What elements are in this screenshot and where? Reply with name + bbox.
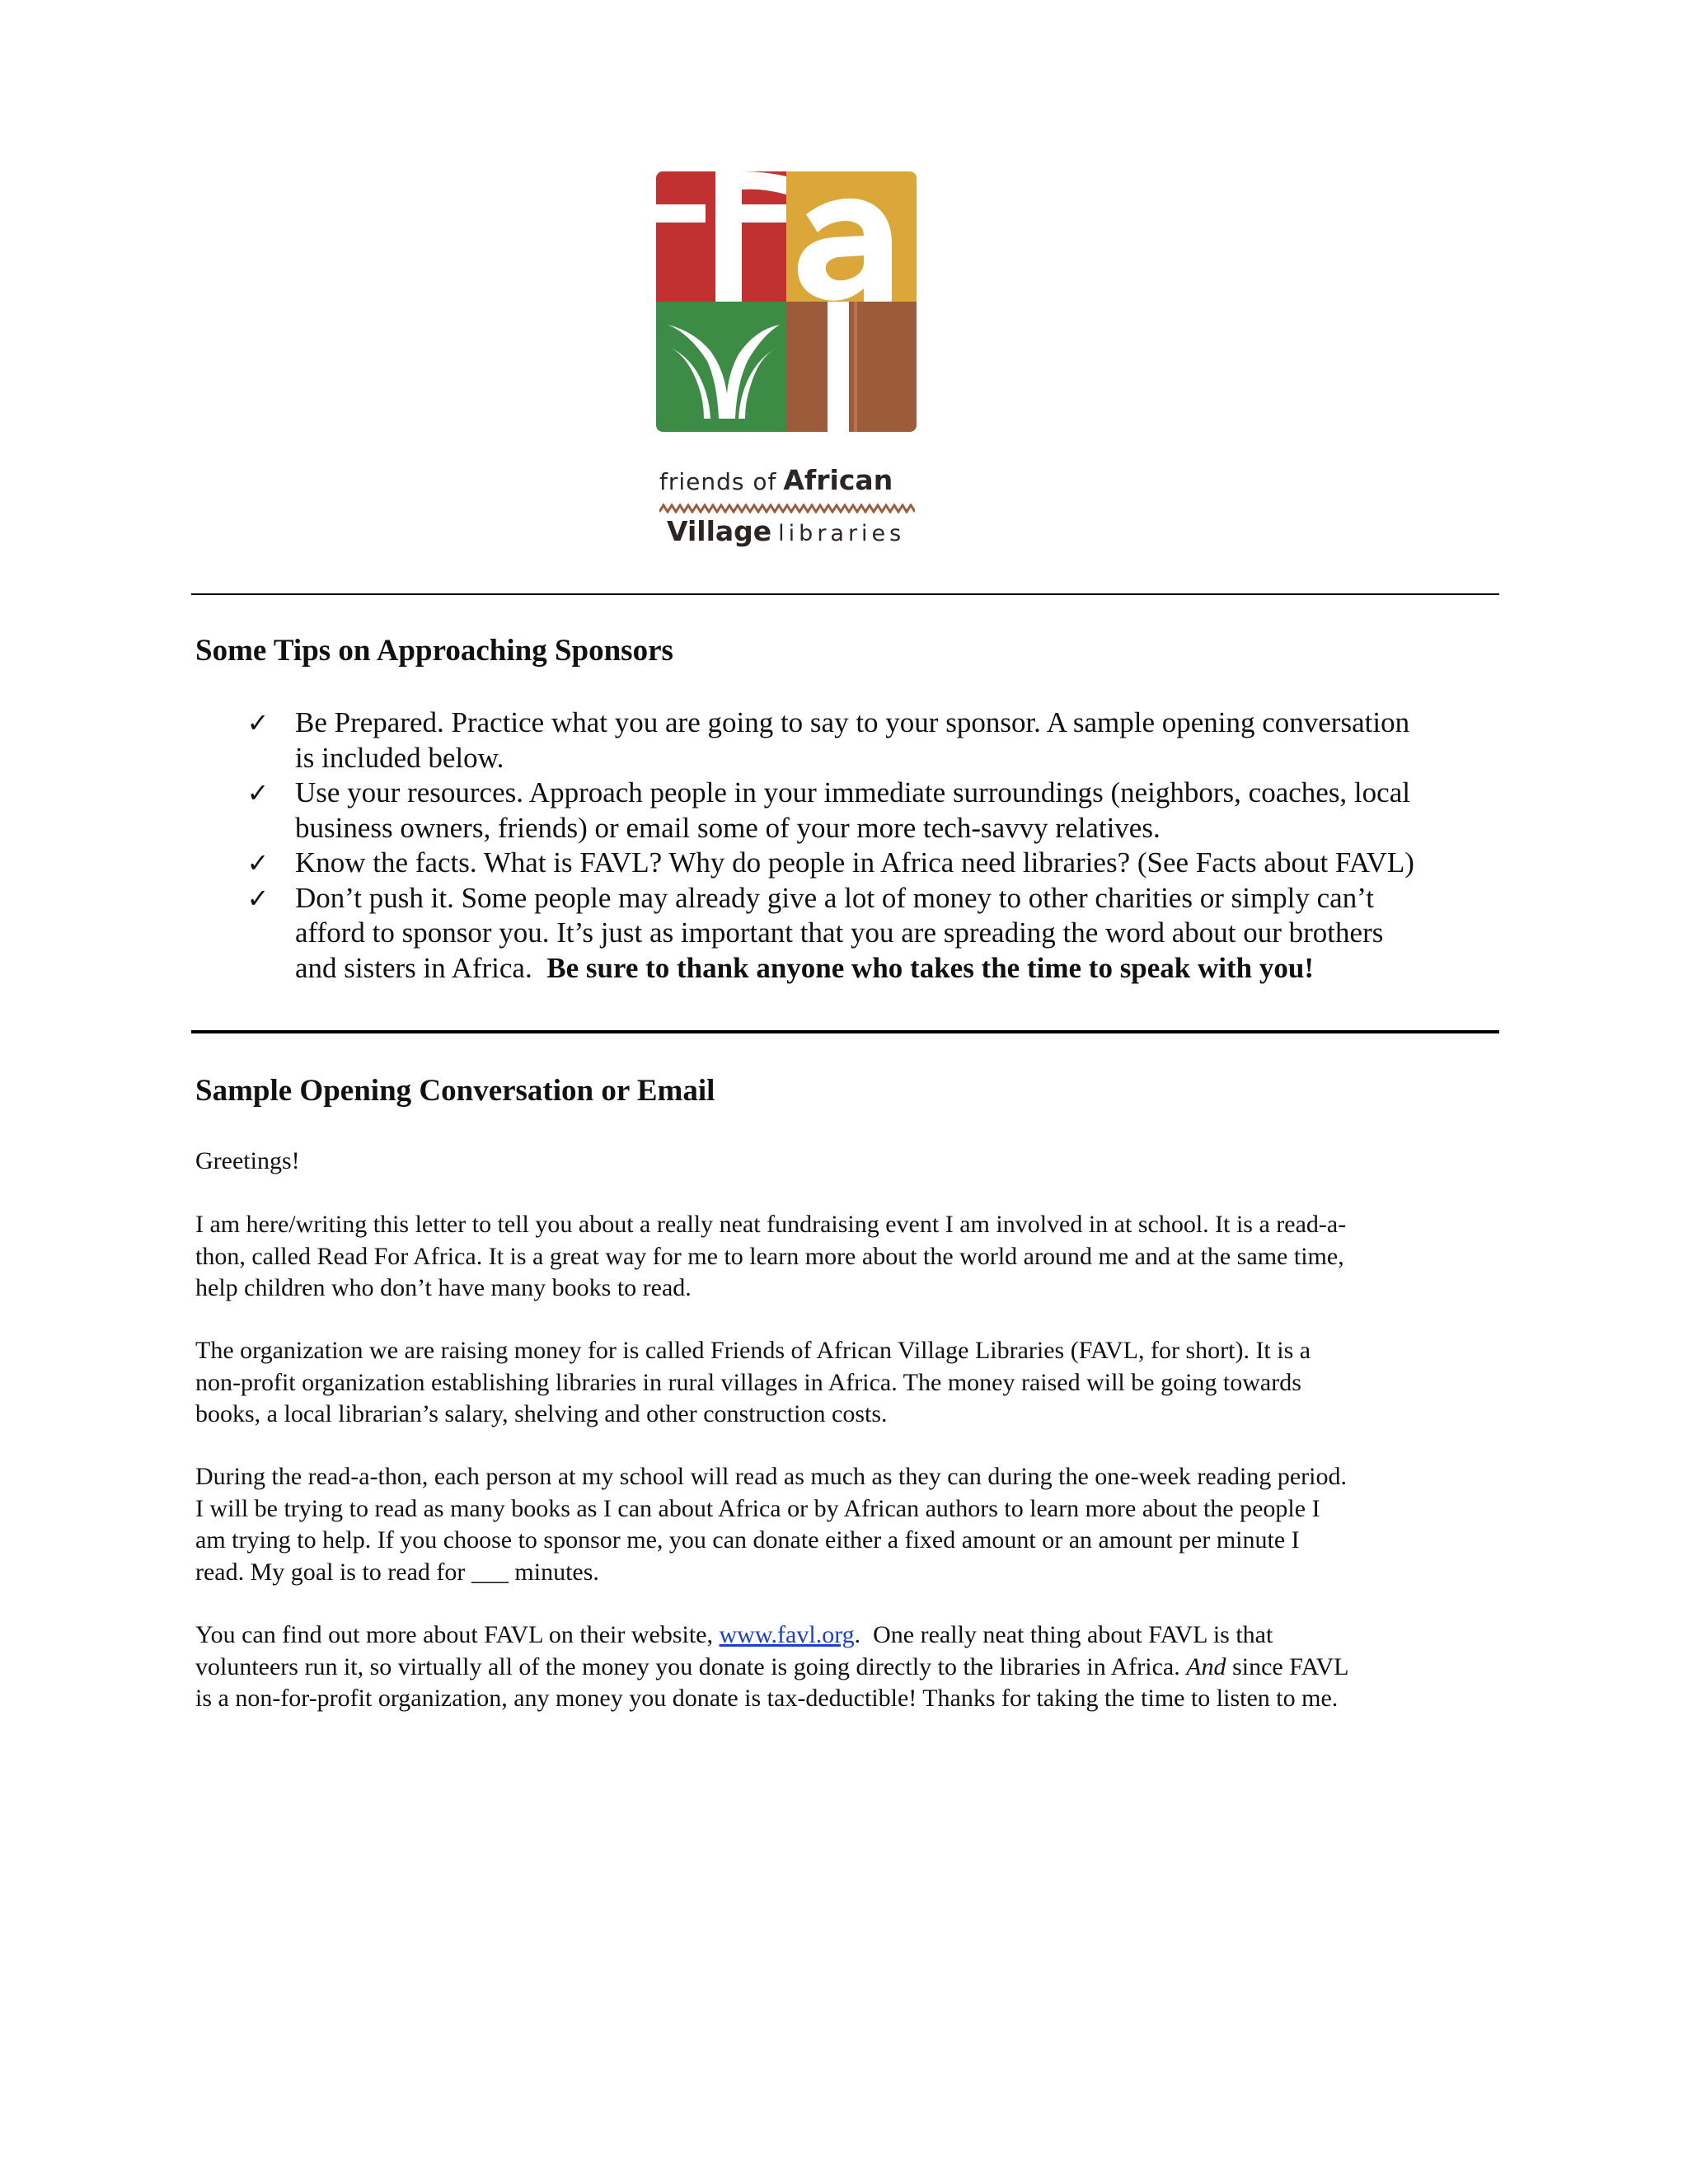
paragraph: [195, 1335, 1311, 1431]
list-item: [244, 846, 1505, 881]
tip-text: Don’t push it. Some people may already give a lot of money to other charities or simply can’t: [295, 881, 1374, 914]
tip-text: business owners, friends) or email some of your more tech-savvy relatives.: [295, 811, 1160, 844]
logo-friends-of: friends of: [659, 468, 777, 495]
paragraph-text: You can find out more about FAVL on their website,: [195, 1621, 720, 1648]
tip-text: Be Prepared. Practice what you are going to say to your sponsor. A sample opening conversation: [295, 706, 1410, 738]
tip-text: Know the facts. What is FAVL? Why do people in Africa need libraries? (See Facts about FAVL): [295, 846, 1414, 879]
paragraph-text: volunteers run it, so virtually all of the money you donate is going directly to the libraries in Africa.: [195, 1652, 1187, 1680]
paragraph-line: The organization we are raising money for is called Friends of African Village Libraries (FAVL, for short). It is a: [195, 1337, 1311, 1364]
logo-libraries: libraries: [778, 521, 906, 546]
horizontal-rule-thick: [191, 1030, 1499, 1033]
tip-text-plain: and sisters in Africa.: [295, 951, 547, 984]
paragraph: [195, 1461, 1347, 1588]
paragraph-line: is a non-for-profit organization, any money you donate is tax-deductible! Thanks for taking the time to listen to me.: [195, 1685, 1339, 1712]
paragraph-line: thon, called Read For Africa. It is a great way for me to learn more about the world around me and at the same time,: [195, 1242, 1344, 1270]
list-item: [244, 705, 1505, 776]
favl-logo: [656, 171, 920, 547]
paragraph-text-italic: And: [1186, 1652, 1226, 1680]
logo-african: African: [783, 464, 893, 496]
zigzag-border-icon: [659, 504, 915, 513]
tip-text: [295, 951, 1505, 987]
paragraph-line: I will be trying to read as many books as I can about Africa or by African authors to learn more about the people I: [195, 1494, 1320, 1522]
horizontal-rule: [191, 593, 1499, 595]
tips-heading: Some Tips on Approaching Sponsors: [195, 634, 673, 668]
sample-heading: Sample Opening Conversation or Email: [195, 1074, 715, 1108]
tip-text: is included below.: [295, 741, 504, 774]
checkmark-icon: ✓: [246, 707, 270, 738]
tip-text: afford to sponsor you. It’s just as important that you are spreading the word about our brothers: [295, 916, 1384, 949]
paragraph-line: help children who don’t have many books to read.: [195, 1274, 692, 1301]
greeting-text: Greetings!: [195, 1147, 300, 1174]
paragraph-text: . One really neat thing about FAVL is that: [854, 1621, 1273, 1648]
paragraph-line: books, a local librarian’s salary, shelving and other construction costs.: [195, 1400, 888, 1427]
favl-website-link[interactable]: www.favl.org: [719, 1621, 855, 1648]
paragraph: [195, 1209, 1346, 1305]
paragraph: [195, 1619, 1348, 1715]
paragraph-text: since FAVL: [1226, 1652, 1349, 1680]
checkmark-icon: ✓: [246, 777, 270, 808]
greeting: [195, 1146, 300, 1178]
favl-logo-mark-icon: [656, 171, 917, 432]
paragraph-line: I am here/writing this letter to tell you about a really neat fundraising event I am involved in at school. It is a read-a-: [195, 1211, 1347, 1238]
list-item: [244, 881, 1505, 987]
logo-village: Village: [667, 515, 772, 547]
paragraph-line: am trying to help. If you choose to sponsor me, you can donate either a fixed amount or an amount per minute I: [195, 1526, 1300, 1554]
paragraph-line: [195, 1652, 1348, 1684]
paragraph-line: [195, 1619, 1348, 1652]
paragraph-line: read. My goal is to read for ___ minutes.: [195, 1558, 599, 1586]
tip-text: Use your resources. Approach people in your immediate surroundings (neighbors, coaches, local: [295, 776, 1410, 808]
paragraph-line: During the read-a-thon, each person at my school will read as much as they can during the one-week reading period.: [195, 1463, 1348, 1490]
tips-list: [244, 705, 1505, 986]
list-item: [244, 776, 1505, 846]
checkmark-icon: ✓: [246, 882, 270, 914]
paragraph-line: non-profit organization establishing libraries in rural villages in Africa. The money raised will be going towards: [195, 1368, 1301, 1396]
checkmark-icon: ✓: [246, 847, 270, 879]
tip-text-bold: Be sure to thank anyone who takes the time to speak with you!: [546, 951, 1315, 984]
